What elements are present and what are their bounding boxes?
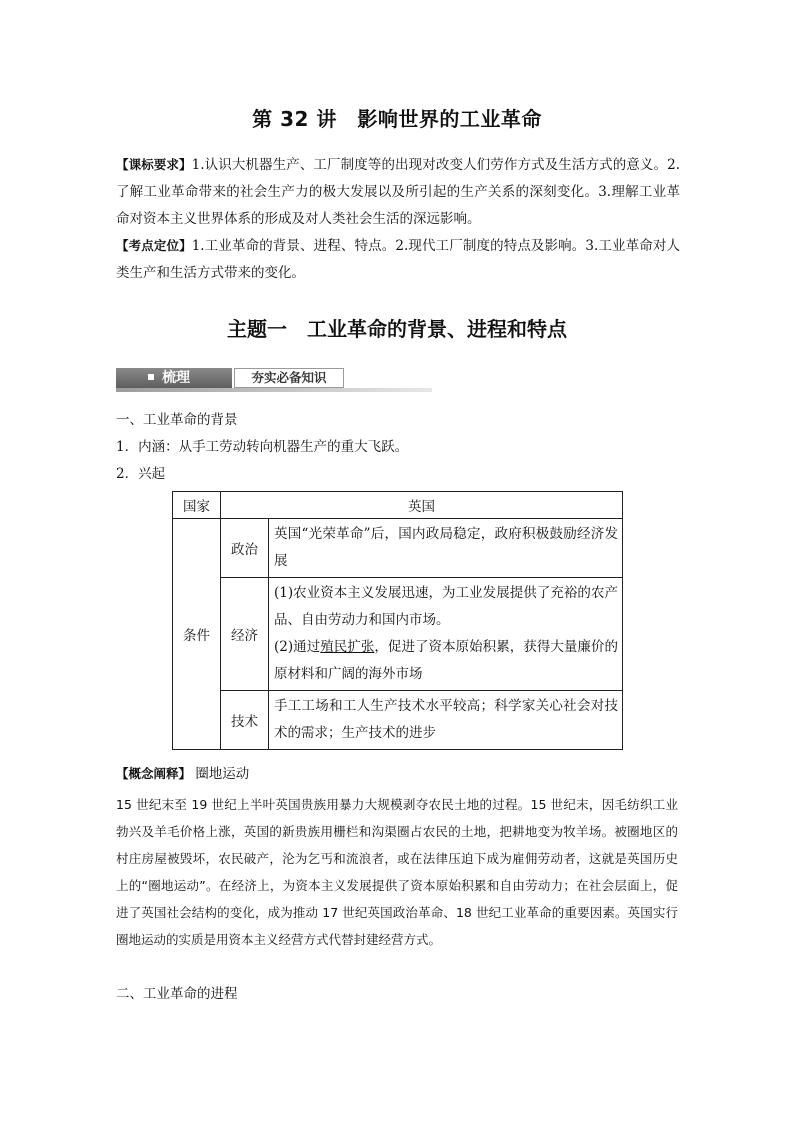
concept-heading [116, 764, 249, 784]
concept-term: 圈地运动 [195, 766, 250, 782]
section-banner [116, 368, 432, 392]
square-bullet-icon [148, 374, 154, 380]
focus-text: 1.工业革命的背景、进程、特点。2.现代工厂制度的特点及影响。3.工业革命对人类生产和生活方式带来的变化。 [116, 238, 680, 281]
economy-point-2 [274, 634, 618, 688]
economy-point-2-underlined: 殖民扩张 [320, 639, 375, 655]
text-politics: 英国“光荣革命”后，国内政局稳定，政府积极鼓励经济发展 [269, 519, 623, 578]
exam-focus [116, 232, 680, 287]
label-politics: 政治 [221, 519, 269, 578]
row-label-conditions: 条件 [173, 519, 221, 750]
item-rise: 2．兴起 [116, 466, 166, 482]
section-title: 主题一 工业革命的背景、进程和特点 [227, 317, 567, 341]
conditions-table [172, 491, 623, 750]
concept-tag: 【概念阐释】 [116, 766, 192, 781]
heading-background: 一、工业革命的背景 [116, 412, 238, 428]
banner-underline [116, 388, 432, 392]
item-definition: 1．内涵：从手工劳动转向机器生产的重大飞跃。 [116, 439, 409, 455]
economy-point-2-pre: (2)通过 [274, 639, 321, 655]
banner-right: 夯实必备知识 [234, 368, 344, 388]
table-header-country: 国家 [173, 492, 221, 519]
banner-left [116, 368, 232, 388]
lesson-title: 第 32 讲 影响世界的工业革命 [252, 107, 542, 131]
banner-left-label: 梳理 [162, 370, 190, 386]
text-economy [269, 578, 623, 691]
heading-process: 二、工业革命的进程 [116, 986, 238, 1002]
curriculum-requirements [116, 151, 680, 233]
focus-tag: 【考点定位】 [116, 238, 192, 253]
text-technology: 手工工场和工人生产技术水平较高；科学家关心社会对技术的需求；生产技术的进步 [269, 691, 623, 750]
economy-point-1: (1)农业资本主义发展迅速，为工业发展提供了充裕的农产品、自由劳动力和国内市场。 [274, 585, 618, 628]
economy-point-2-post: ，促进了资本原始积累，获得大量廉价的原材料和广阔的海外市场 [274, 639, 619, 682]
requirements-tag: 【课标要求】 [116, 157, 192, 172]
requirements-text: 1.认识大机器生产、工厂制度等的出现对改变人们劳作方式及生活方式的意义。2.了解工业革命带来的社会生产力的极大发展以及所引起的生产关系的深刻变化。3.理解工业革命对资本主义世界体系的形成及对人类社会生活的深远影响。 [116, 157, 680, 227]
label-technology: 技术 [221, 691, 269, 750]
label-economy: 经济 [221, 578, 269, 691]
table-header-uk: 英国 [221, 492, 623, 519]
concept-text: 15 世纪末至 19 世纪上半叶英国贵族用暴力大规模剥夺农民土地的过程。15 世纪末，因毛纺织工业勃兴及羊毛价格上涨，英国的新贵族用栅栏和沟渠圈占农民的土地，把耕地变为牧羊场。被圈地区的村庄房屋被毁坏，农民破产，沦为乞丐和流浪者，或在法律压迫下成为雇佣劳动者，这就是英国历史上的“圈地运动”。在经济上，为资本主义发展提供了资本原始积累和自由劳动力；在社会层面上，促进了英国社会结构的变化，成为推动 17 世纪英国政治革命、18 世纪工业革命的重要因素。英国实行圈地运动的实质是用资本主义经营方式代替封建经营方式。 [116, 797, 678, 947]
